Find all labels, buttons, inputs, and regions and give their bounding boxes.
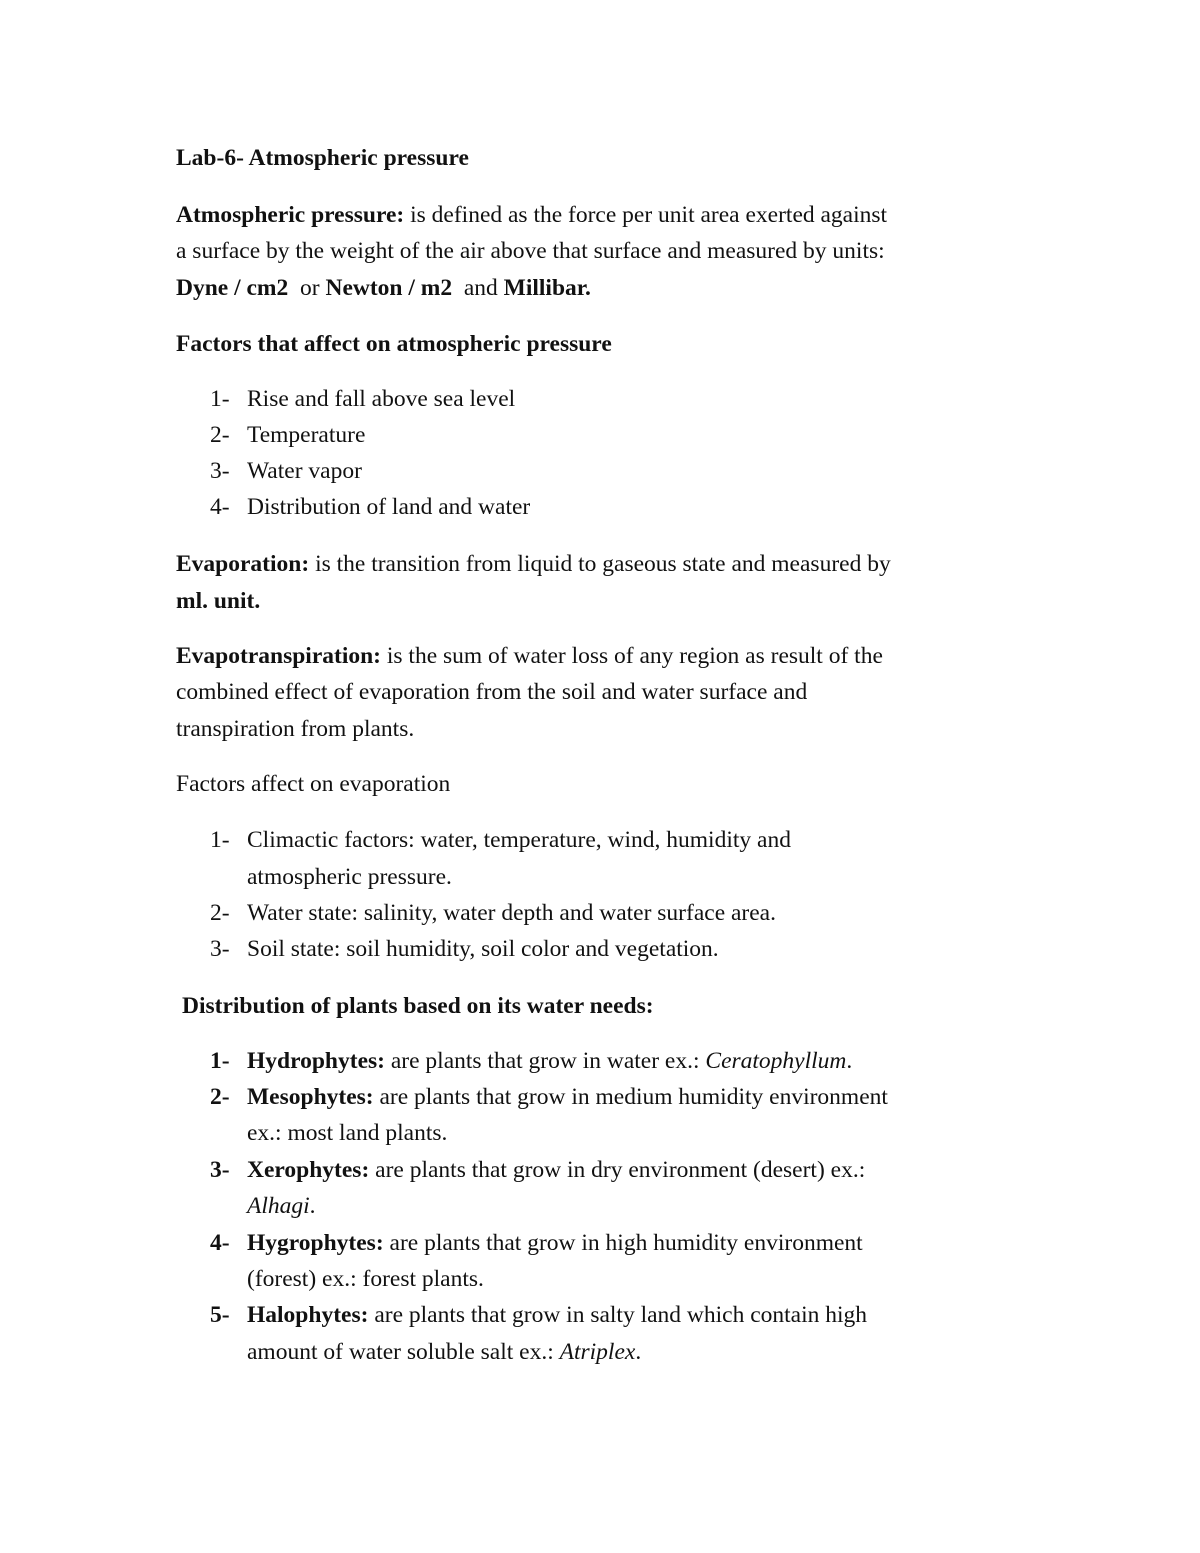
list-item-continued — [247, 1192, 316, 1220]
list-number: 2- — [210, 422, 230, 448]
list-item — [247, 1156, 865, 1184]
list-item: Soil state: soil humidity, soil color and vegetation. — [247, 936, 719, 962]
plant-example: Atriplex — [559, 1339, 636, 1365]
unit-dyne: Dyne / cm2 — [176, 275, 289, 301]
evapotranspiration-def — [176, 642, 883, 670]
plant-term: Hygrophytes: — [247, 1230, 384, 1256]
list-item: Climactic factors: water, temperature, wind, humidity and — [247, 827, 791, 853]
list-number: 3- — [210, 458, 230, 484]
list-item-continued — [247, 1338, 641, 1366]
list-item — [247, 1047, 852, 1075]
evaporation-unit: ml. unit. — [176, 588, 261, 614]
list-item: Water vapor — [247, 458, 362, 484]
list-item-continued: ex.: most land plants. — [247, 1120, 448, 1146]
list-item: Rise and fall above sea level — [247, 386, 516, 412]
evaporation-term: Evaporation: — [176, 551, 310, 577]
list-number: 5- — [210, 1302, 230, 1328]
list-number: 1- — [210, 386, 230, 412]
evapotranspiration-line2: combined effect of evaporation from the soil and water surface and — [176, 679, 808, 705]
plant-desc: are plants that grow in water ex.: — [384, 1048, 706, 1074]
list-number: 3- — [210, 1157, 230, 1183]
list-item — [247, 1301, 867, 1329]
plant-example: Alhagi — [247, 1193, 310, 1219]
plant-example: Ceratophyllum — [705, 1048, 847, 1074]
plant-desc: are plants that grow in high humidity environment — [383, 1230, 863, 1256]
list-number: 4- — [210, 1230, 230, 1256]
plant-term: Halophytes: — [247, 1302, 369, 1328]
plant-term: Hydrophytes: — [247, 1048, 385, 1074]
plant-desc: are plants that grow in dry environment (desert) ex.: — [369, 1157, 866, 1183]
unit-and: and — [452, 275, 504, 301]
factors-pressure-heading: Factors that affect on atmospheric pressure — [176, 331, 612, 357]
evapotranspiration-line3: transpiration from plants. — [176, 716, 415, 742]
unit-millibar: Millibar. — [503, 275, 591, 301]
list-item — [247, 1229, 863, 1257]
evaporation-text: is the transition from liquid to gaseous state and measured by — [309, 551, 891, 577]
list-item-continued: (forest) ex.: forest plants. — [247, 1266, 484, 1292]
list-number: 4- — [210, 494, 230, 520]
list-item-continued: atmospheric pressure. — [247, 864, 452, 890]
evapotranspiration-term: Evapotranspiration: — [176, 643, 381, 669]
list-item — [247, 1083, 888, 1111]
plant-term: Mesophytes: — [247, 1084, 374, 1110]
atm-def-units — [176, 274, 591, 302]
list-number: 2- — [210, 1084, 230, 1110]
atm-def-line1 — [176, 201, 887, 229]
list-item: Distribution of land and water — [247, 494, 531, 520]
period: . — [846, 1048, 853, 1074]
plant-desc: are plants that grow in salty land which contain high — [368, 1302, 868, 1328]
atm-def-line2: a surface by the weight of the air above that surface and measured by units: — [176, 238, 885, 264]
evaporation-def — [176, 550, 891, 578]
list-number: 1- — [210, 827, 230, 853]
list-number: 2- — [210, 900, 230, 926]
list-item: Temperature — [247, 422, 366, 448]
atm-def-term: Atmospheric pressure: — [176, 202, 405, 228]
list-number: 3- — [210, 936, 230, 962]
unit-newton: Newton / m2 — [325, 275, 453, 301]
period: . — [309, 1193, 316, 1219]
page-title: Lab-6- Atmospheric pressure — [176, 145, 469, 171]
period: . — [635, 1339, 642, 1365]
evapotranspiration-text1: is the sum of water loss of any region as result of the — [381, 643, 883, 669]
factors-evaporation-heading: Factors affect on evaporation — [176, 771, 451, 797]
plant-desc-continued: amount of water soluble salt ex.: — [247, 1339, 560, 1365]
plant-term: Xerophytes: — [247, 1157, 370, 1183]
distribution-heading: Distribution of plants based on its water needs: — [182, 993, 654, 1019]
list-number: 1- — [210, 1048, 230, 1074]
list-item: Water state: salinity, water depth and water surface area. — [247, 900, 776, 926]
plant-desc: are plants that grow in medium humidity environment — [373, 1084, 888, 1110]
atm-def-text1: is defined as the force per unit area exerted against — [404, 202, 888, 228]
unit-or: or — [288, 275, 326, 301]
